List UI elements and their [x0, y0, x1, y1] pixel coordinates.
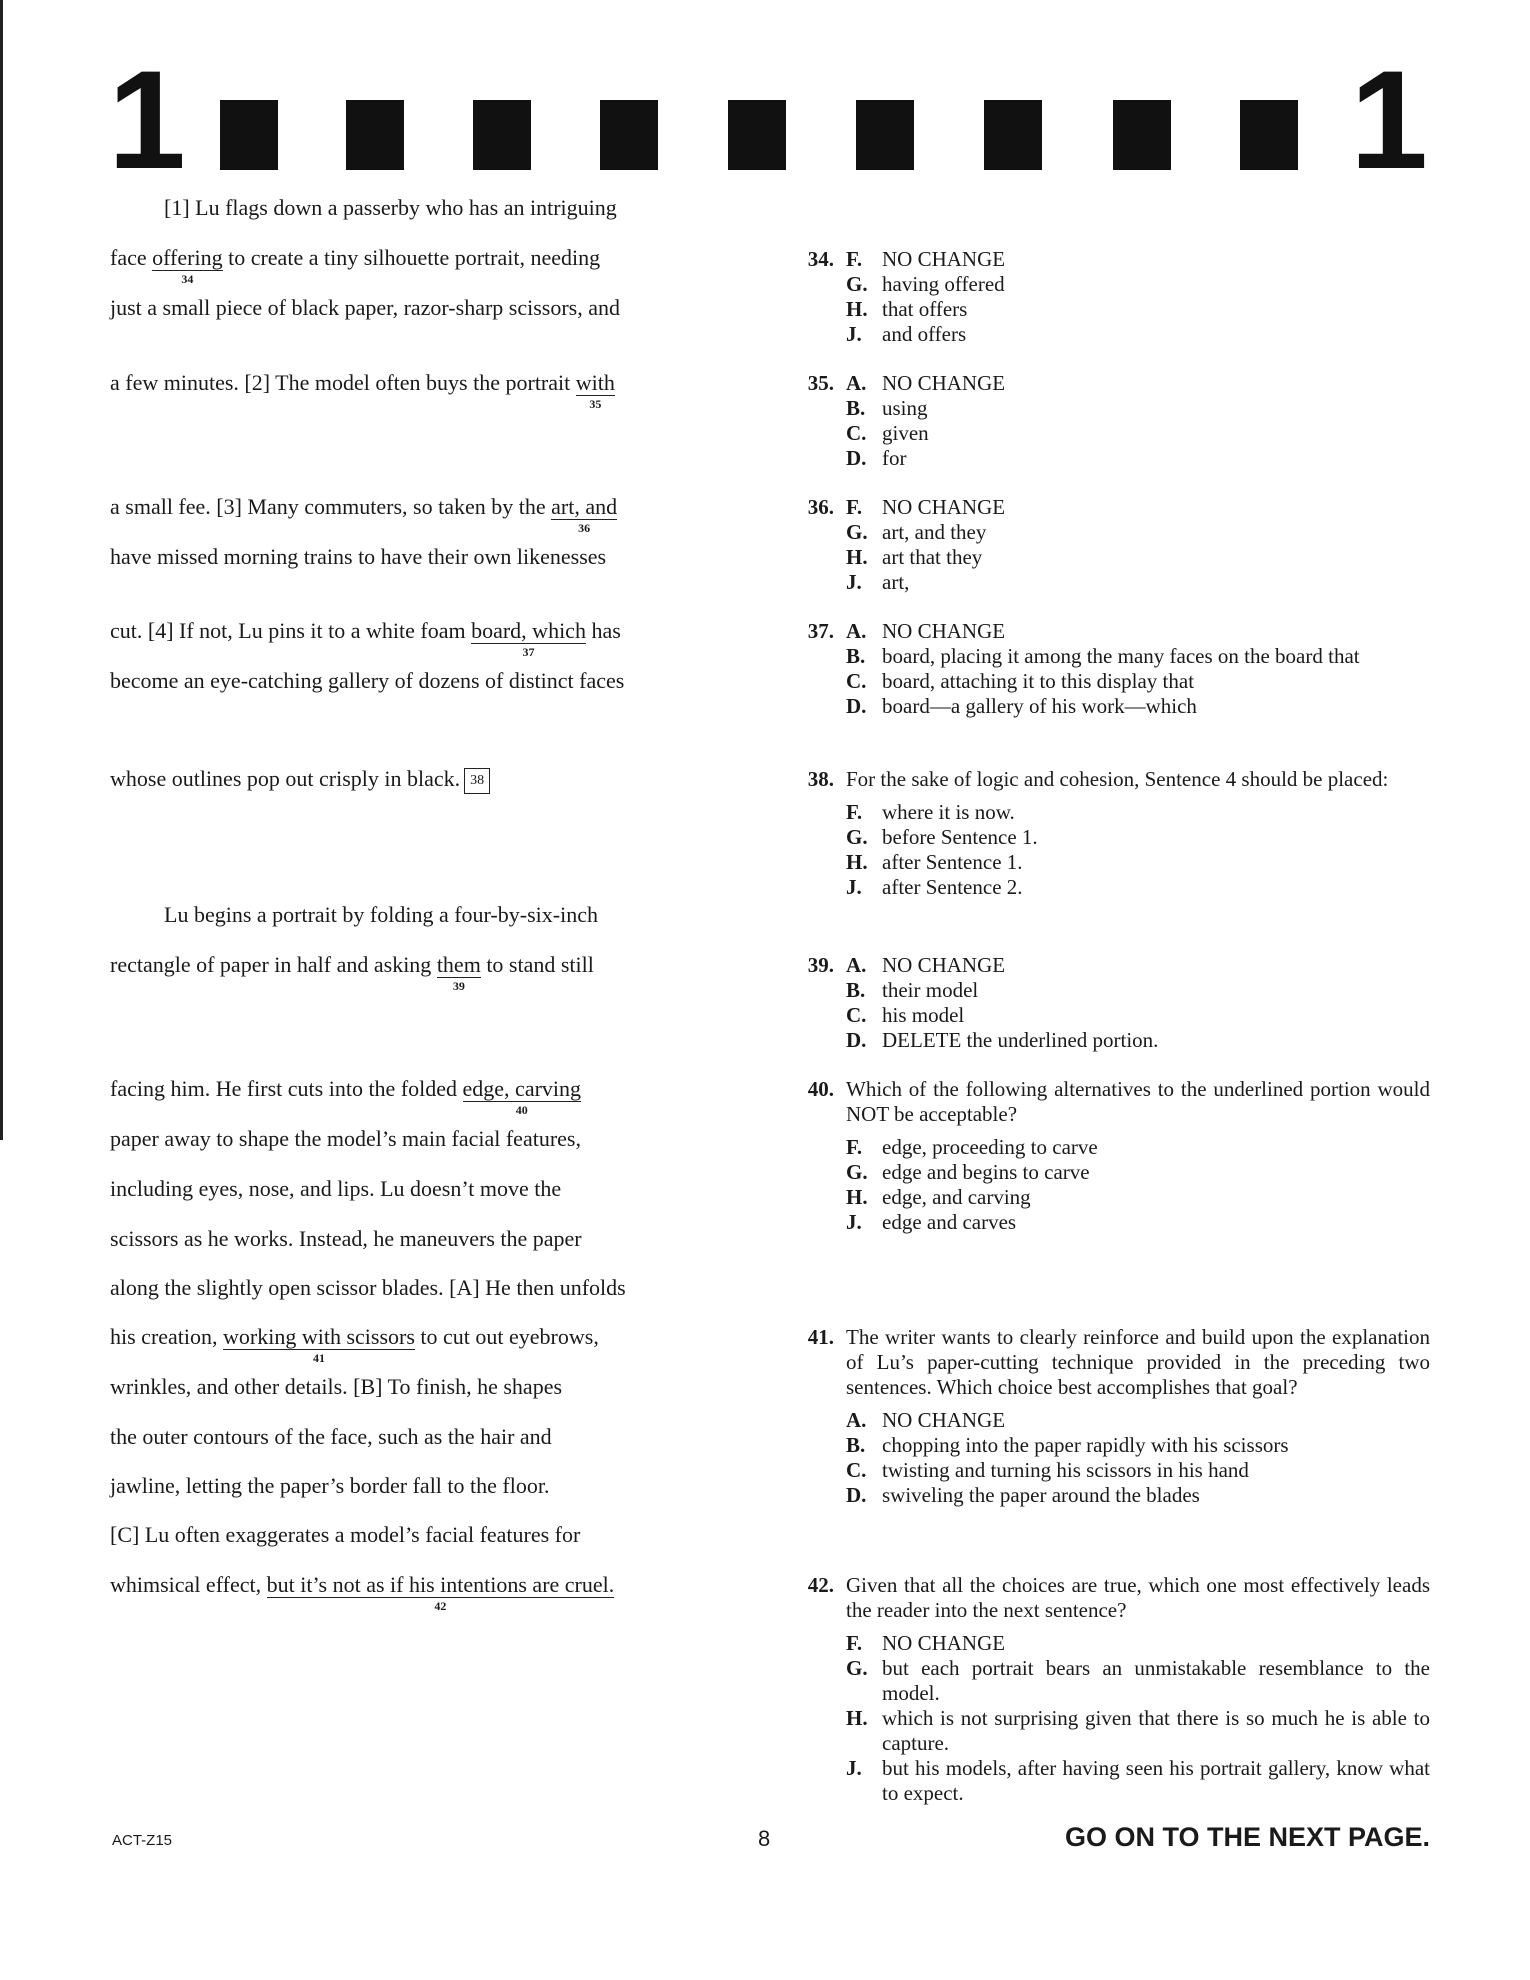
option-d[interactable]: D. board—a gallery of his work—which: [846, 694, 1197, 718]
underlined-portion-39: them 39: [436, 952, 481, 993]
option-j[interactable]: J. edge and carves: [846, 1210, 1017, 1234]
section-number-right: 1: [1350, 41, 1428, 198]
underlined-portion-40: edge, carving 40: [462, 1076, 582, 1117]
header-square: [220, 100, 278, 170]
header-square: [473, 100, 531, 170]
passage-line: whimsical effect, but it’s not as if his intentions are cruel. 42: [110, 1572, 615, 1613]
option-b[interactable]: B. using: [846, 396, 928, 420]
passage-line: a small fee. [3] Many commuters, so taken by the art, and 36: [110, 494, 618, 535]
option-f[interactable]: F. NO CHANGE: [846, 247, 1006, 271]
question-37: [790, 619, 1430, 719]
passage-line: a few minutes. [2] The model often buys the portrait with 35: [110, 370, 615, 411]
header-square: [984, 100, 1042, 170]
option-c[interactable]: C. board, attaching it to this display that: [846, 669, 1195, 693]
passage-line: whose outlines pop out crisply in black. 38: [110, 766, 490, 794]
question-box-38: 38: [464, 768, 490, 794]
question-40: [790, 1077, 1430, 1235]
section-number-left: 1: [108, 41, 186, 198]
option-a[interactable]: A. NO CHANGE: [846, 371, 1006, 395]
passage-line: scissors as he works. Instead, he maneuvers the paper: [110, 1226, 582, 1251]
underlined-portion-37: board, which 37: [471, 618, 586, 659]
header-square: [1113, 100, 1171, 170]
option-g[interactable]: G. before Sentence 1.: [846, 825, 1038, 849]
option-h[interactable]: H. edge, and carving: [846, 1185, 1031, 1209]
header-square: [600, 100, 658, 170]
page-edge-line: [0, 0, 3, 1140]
passage-line: wrinkles, and other details. [B] To finish, he shapes: [110, 1374, 563, 1399]
question-number: 40.: [807, 1077, 834, 1101]
question-36: [790, 495, 1430, 595]
underlined-portion-42: but it’s not as if his intentions are cruel. 42: [266, 1572, 615, 1613]
question-number: 38.: [807, 767, 834, 791]
question-38: [790, 767, 1430, 900]
option-f[interactable]: F. edge, proceeding to carve: [846, 1135, 1098, 1159]
question-number: 34.: [807, 247, 834, 271]
header-square: [346, 100, 404, 170]
option-b[interactable]: B. their model: [846, 978, 979, 1002]
passage-line: the outer contours of the face, such as the hair and: [110, 1424, 552, 1449]
option-h[interactable]: H. after Sentence 1.: [846, 850, 1023, 874]
underlined-portion-35: with 35: [575, 370, 615, 411]
option-j[interactable]: J. and offers: [846, 322, 967, 346]
option-j[interactable]: J. but his models, after having seen his portrait gallery, know what to expect.: [846, 1756, 1430, 1805]
option-f[interactable]: F. NO CHANGE: [846, 495, 1006, 519]
option-b[interactable]: B. chopping into the paper rapidly with his scissors: [846, 1433, 1289, 1457]
option-c[interactable]: C. twisting and turning his scissors in his hand: [846, 1458, 1249, 1482]
question-stem: The writer wants to clearly reinforce and build upon the explanation of Lu’s paper-cutting technique provided in the preceding two sentences. Which choice best accomplishes that goal?: [846, 1325, 1430, 1399]
passage-line: Lu begins a portrait by folding a four-by-six-inch: [164, 902, 598, 927]
passage-line: [1] Lu flags down a passerby who has an intriguing: [164, 195, 617, 220]
passage-line: become an eye-catching gallery of dozens of distinct faces: [110, 668, 625, 693]
option-a[interactable]: A. NO CHANGE: [846, 953, 1006, 977]
passage-line: his creation, working with scissors 41 to cut out eyebrows,: [110, 1324, 599, 1365]
underlined-portion-36: art, and 36: [551, 494, 618, 535]
page-number: 8: [758, 1826, 771, 1851]
option-f[interactable]: F. where it is now.: [846, 800, 1015, 824]
header-square: [728, 100, 786, 170]
question-41: [790, 1325, 1430, 1508]
option-a[interactable]: A. NO CHANGE: [846, 619, 1006, 643]
passage-line: just a small piece of black paper, razor-sharp scissors, and: [110, 295, 620, 320]
option-f[interactable]: F. NO CHANGE: [846, 1631, 1006, 1655]
option-c[interactable]: C. given: [846, 421, 929, 445]
underlined-portion-34: offering 34: [152, 245, 223, 286]
underlined-portion-41: working with scissors 41: [223, 1324, 415, 1365]
question-stem: Which of the following alternatives to the underlined portion would NOT be acceptable?: [846, 1077, 1430, 1126]
question-stem: For the sake of logic and cohesion, Sentence 4 should be placed:: [846, 767, 1389, 791]
passage-line: jawline, letting the paper’s border fall to the floor.: [110, 1473, 550, 1498]
passage-line: [C] Lu often exaggerates a model’s facial features for: [110, 1522, 581, 1547]
next-page-instruction: GO ON TO THE NEXT PAGE.: [1064, 1822, 1430, 1852]
option-a[interactable]: A. NO CHANGE: [846, 1408, 1006, 1432]
option-g[interactable]: G. having offered: [846, 272, 1005, 296]
test-code: ACT-Z15: [112, 1832, 173, 1849]
option-d[interactable]: D. DELETE the underlined portion.: [846, 1028, 1159, 1052]
passage-line: including eyes, nose, and lips. Lu doesn’t move the: [110, 1176, 562, 1201]
passage-line: rectangle of paper in half and asking them 39 to stand still: [110, 952, 594, 993]
option-j[interactable]: J. art,: [846, 570, 910, 594]
question-number: 39.: [807, 953, 834, 977]
header-square: [1240, 100, 1298, 170]
question-number: 37.: [807, 619, 834, 643]
section-header: [108, 41, 1428, 198]
option-b[interactable]: B. board, placing it among the many faces on the board that: [846, 644, 1360, 668]
passage-line: face offering 34 to create a tiny silhouette portrait, needing: [110, 245, 601, 286]
passage-line: paper away to shape the model’s main facial features,: [110, 1126, 581, 1151]
header-square: [856, 100, 914, 170]
option-g[interactable]: G. art, and they: [846, 520, 987, 544]
question-42: [790, 1573, 1430, 1806]
option-h[interactable]: H. that offers: [846, 297, 968, 321]
question-stem: Given that all the choices are true, which one most effectively leads the reader into the next sentence?: [846, 1573, 1430, 1622]
question-number: 41.: [807, 1325, 834, 1349]
option-h[interactable]: H. art that they: [846, 545, 983, 569]
passage-line: cut. [4] If not, Lu pins it to a white foam board, which 37 has: [110, 618, 621, 659]
passage-line: have missed morning trains to have their own likenesses: [110, 544, 607, 569]
option-d[interactable]: D. swiveling the paper around the blades: [846, 1483, 1200, 1507]
passage-line: along the slightly open scissor blades. [A] He then unfolds: [110, 1275, 626, 1300]
question-35: [790, 371, 1430, 471]
option-j[interactable]: J. after Sentence 2.: [846, 875, 1023, 899]
question-number: 35.: [807, 371, 834, 395]
option-c[interactable]: C. his model: [846, 1003, 965, 1027]
option-h[interactable]: H. which is not surprising given that there is so much he is able to capture.: [846, 1706, 1430, 1755]
passage-line: facing him. He first cuts into the folded edge, carving 40: [110, 1076, 582, 1117]
question-number: 36.: [807, 495, 834, 519]
question-34: [790, 247, 1430, 347]
question-number: 42.: [807, 1573, 834, 1597]
option-g[interactable]: G. but each portrait bears an unmistakable resemblance to the model.: [846, 1656, 1430, 1705]
option-d[interactable]: D. for: [846, 446, 907, 470]
option-g[interactable]: G. edge and begins to carve: [846, 1160, 1090, 1184]
question-39: [790, 953, 1430, 1053]
